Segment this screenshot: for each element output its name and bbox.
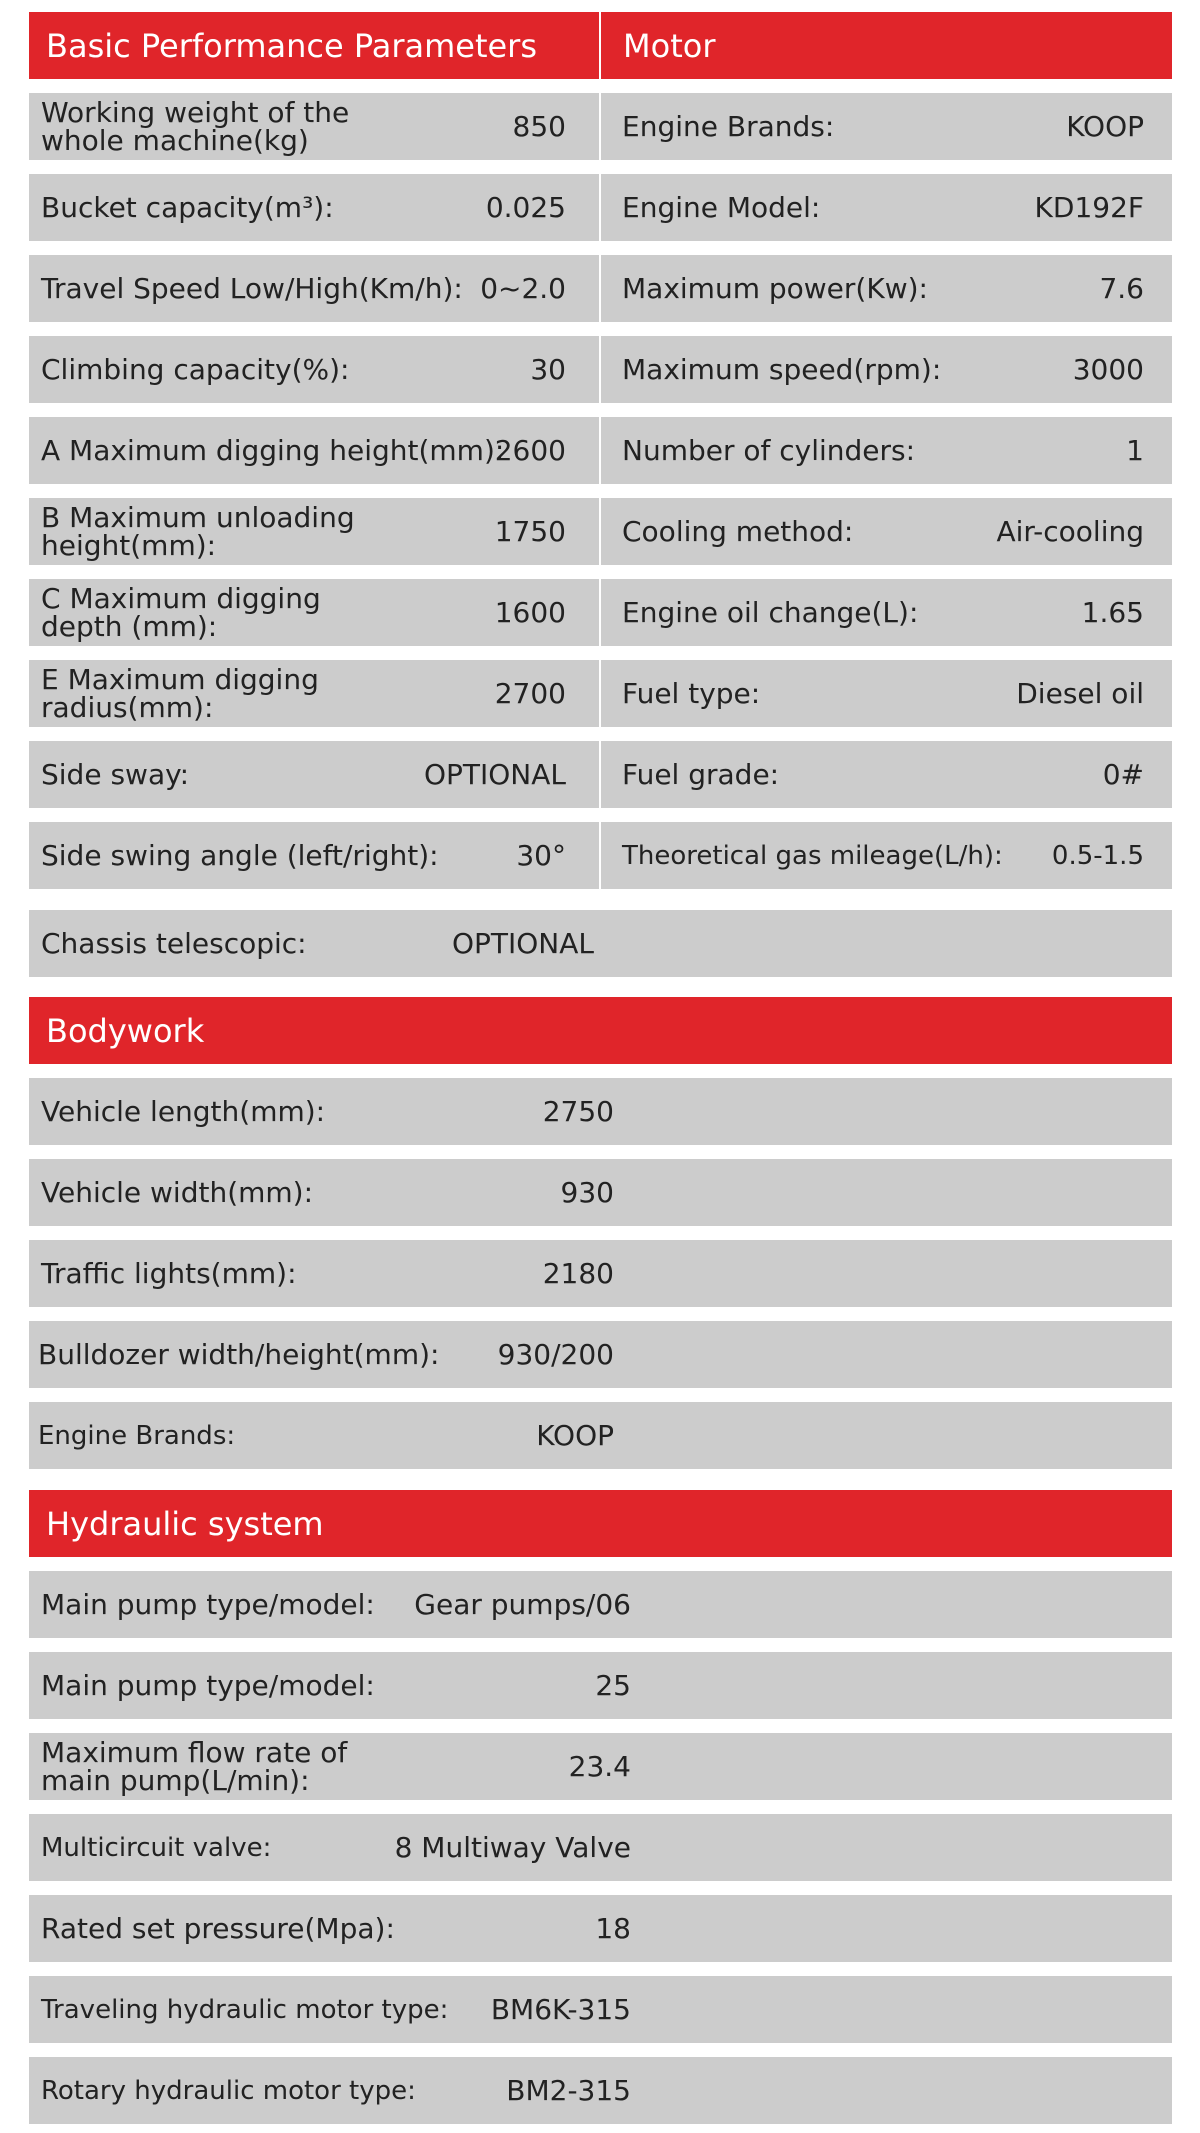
spec-row-engine-brands-body [29,1402,1172,1469]
spec-label: Travel Speed Low/High(Km/h): [41,271,463,305]
spec-value: BM6K-315 [490,1993,631,2026]
spec-value: KOOP [536,1419,614,1452]
spec-label: Traffic lights(mm): [41,1256,297,1290]
spec-value: 7.6 [1099,272,1144,305]
spec-value: 1750 [494,515,566,548]
spec-row-travel-speed [29,255,599,322]
spec-value: Air-cooling [996,515,1144,548]
spec-row-engine-brands [601,93,1172,160]
spec-value: 18 [595,1912,631,1945]
spec-value: 0# [1102,758,1144,791]
spec-label: Engine Brands: [38,1420,236,1451]
spec-value: 1 [1126,434,1144,467]
spec-label: Number of cylinders: [622,433,916,467]
section-title: Hydraulic system [46,1504,324,1543]
spec-row-engine-oil [601,579,1172,646]
spec-value: 1600 [494,596,566,629]
spec-label: Rotary hydraulic motor type: [41,2075,416,2106]
motor-header [601,12,1172,79]
spec-row-vehicle-width [29,1159,1172,1226]
spec-label: Fuel grade: [622,757,780,791]
spec-row-fuel-grade [601,741,1172,808]
spec-row-traffic-lights [29,1240,1172,1307]
spec-row-unloading-height [29,498,599,565]
spec-value: Diesel oil [1016,677,1144,710]
spec-row-main-pump-model [29,1652,1172,1719]
spec-row-chassis-telescopic [29,910,1172,977]
spec-value: BM2-315 [506,2074,631,2107]
spec-row-multicircuit-valve [29,1814,1172,1881]
spec-label: Maximum power(Kw): [622,271,928,305]
spec-row-cylinders [601,417,1172,484]
spec-label: Maximum speed(rpm): [622,352,942,386]
spec-row-side-sway [29,741,599,808]
spec-label: C Maximum digging depth (mm): [41,581,321,643]
spec-label: Working weight of the whole machine(kg) [41,95,350,157]
spec-value: 23.4 [568,1750,631,1783]
spec-row-cooling-method [601,498,1172,565]
spec-row-climbing-capacity [29,336,599,403]
spec-row-bucket-capacity [29,174,599,241]
spec-value: 25 [595,1669,631,1702]
spec-row-rotary-motor [29,2057,1172,2124]
spec-value: KD192F [1034,191,1144,224]
spec-row-fuel-type [601,660,1172,727]
spec-value: 8 Multiway Valve [394,1831,631,1864]
section-title: Bodywork [46,1011,205,1050]
spec-label: Theoretical gas mileage(L/h): [622,840,1003,871]
spec-row-digging-radius [29,660,599,727]
spec-row-traveling-motor [29,1976,1172,2043]
spec-row-max-flow-rate [29,1733,1172,1800]
spec-row-maximum-power [601,255,1172,322]
spec-label: E Maximum digging radius(mm): [41,662,319,724]
spec-label: Vehicle width(mm): [41,1175,314,1209]
spec-label: B Maximum unloading height(mm): [41,500,355,562]
spec-row-main-pump-type [29,1571,1172,1638]
spec-value: 930 [560,1176,614,1209]
spec-label: Engine Brands: [622,109,835,143]
hydraulic-header [29,1490,1172,1557]
bodywork-header [29,997,1172,1064]
spec-value: OPTIONAL [423,758,566,791]
spec-label: Bucket capacity(m³): [41,190,334,224]
spec-label: Rated set pressure(Mpa): [41,1911,395,1945]
spec-value: 2600 [494,434,566,467]
spec-label: Maximum flow rate of main pump(L/min): [41,1735,348,1797]
spec-value: 30° [516,839,566,872]
basic-parameters-header [29,12,599,79]
spec-label: A Maximum digging height(mm): [41,433,505,467]
spec-label: Main pump type/model: [41,1668,375,1702]
spec-value: 1.65 [1081,596,1144,629]
spec-row-digging-depth [29,579,599,646]
spec-label: Main pump type/model: [41,1587,375,1621]
spec-label: Engine Model: [622,190,821,224]
spec-label: Cooling method: [622,514,854,548]
spec-label: Chassis telescopic: [41,926,307,960]
spec-label: Engine oil change(L): [622,595,919,629]
spec-row-digging-height [29,417,599,484]
spec-row-gas-mileage [601,822,1172,889]
spec-value: OPTIONAL [451,927,594,960]
spec-label: Bulldozer width/height(mm): [38,1337,440,1371]
spec-row-vehicle-length [29,1078,1172,1145]
spec-label: Side sway: [41,757,190,791]
spec-value: 2180 [542,1257,614,1290]
spec-value: 0.5-1.5 [1051,840,1144,871]
spec-row-side-swing-angle [29,822,599,889]
spec-row-engine-model [601,174,1172,241]
spec-label: Traveling hydraulic motor type: [41,1994,449,2025]
spec-label: Side swing angle (left/right): [41,838,439,872]
spec-label: Multicircuit valve: [41,1832,272,1863]
spec-label: Vehicle length(mm): [41,1094,326,1128]
spec-row-rated-pressure [29,1895,1172,1962]
spec-value: 0.025 [485,191,566,224]
spec-row-maximum-speed [601,336,1172,403]
spec-value: 930/200 [497,1338,614,1371]
spec-label: Climbing capacity(%): [41,352,350,386]
spec-value: KOOP [1066,110,1144,143]
spec-value: 30 [530,353,566,386]
spec-value: 3000 [1072,353,1144,386]
section-title: Basic Performance Parameters [46,26,537,65]
spec-value: 0~2.0 [480,272,566,305]
spec-row-working-weight [29,93,599,160]
spec-value: 2700 [494,677,566,710]
spec-row-bulldozer-size [29,1321,1172,1388]
spec-value: 2750 [542,1095,614,1128]
spec-value: Gear pumps/06 [414,1588,631,1621]
spec-label: Fuel type: [622,676,761,710]
spec-value: 850 [512,110,566,143]
section-title: Motor [623,26,716,65]
